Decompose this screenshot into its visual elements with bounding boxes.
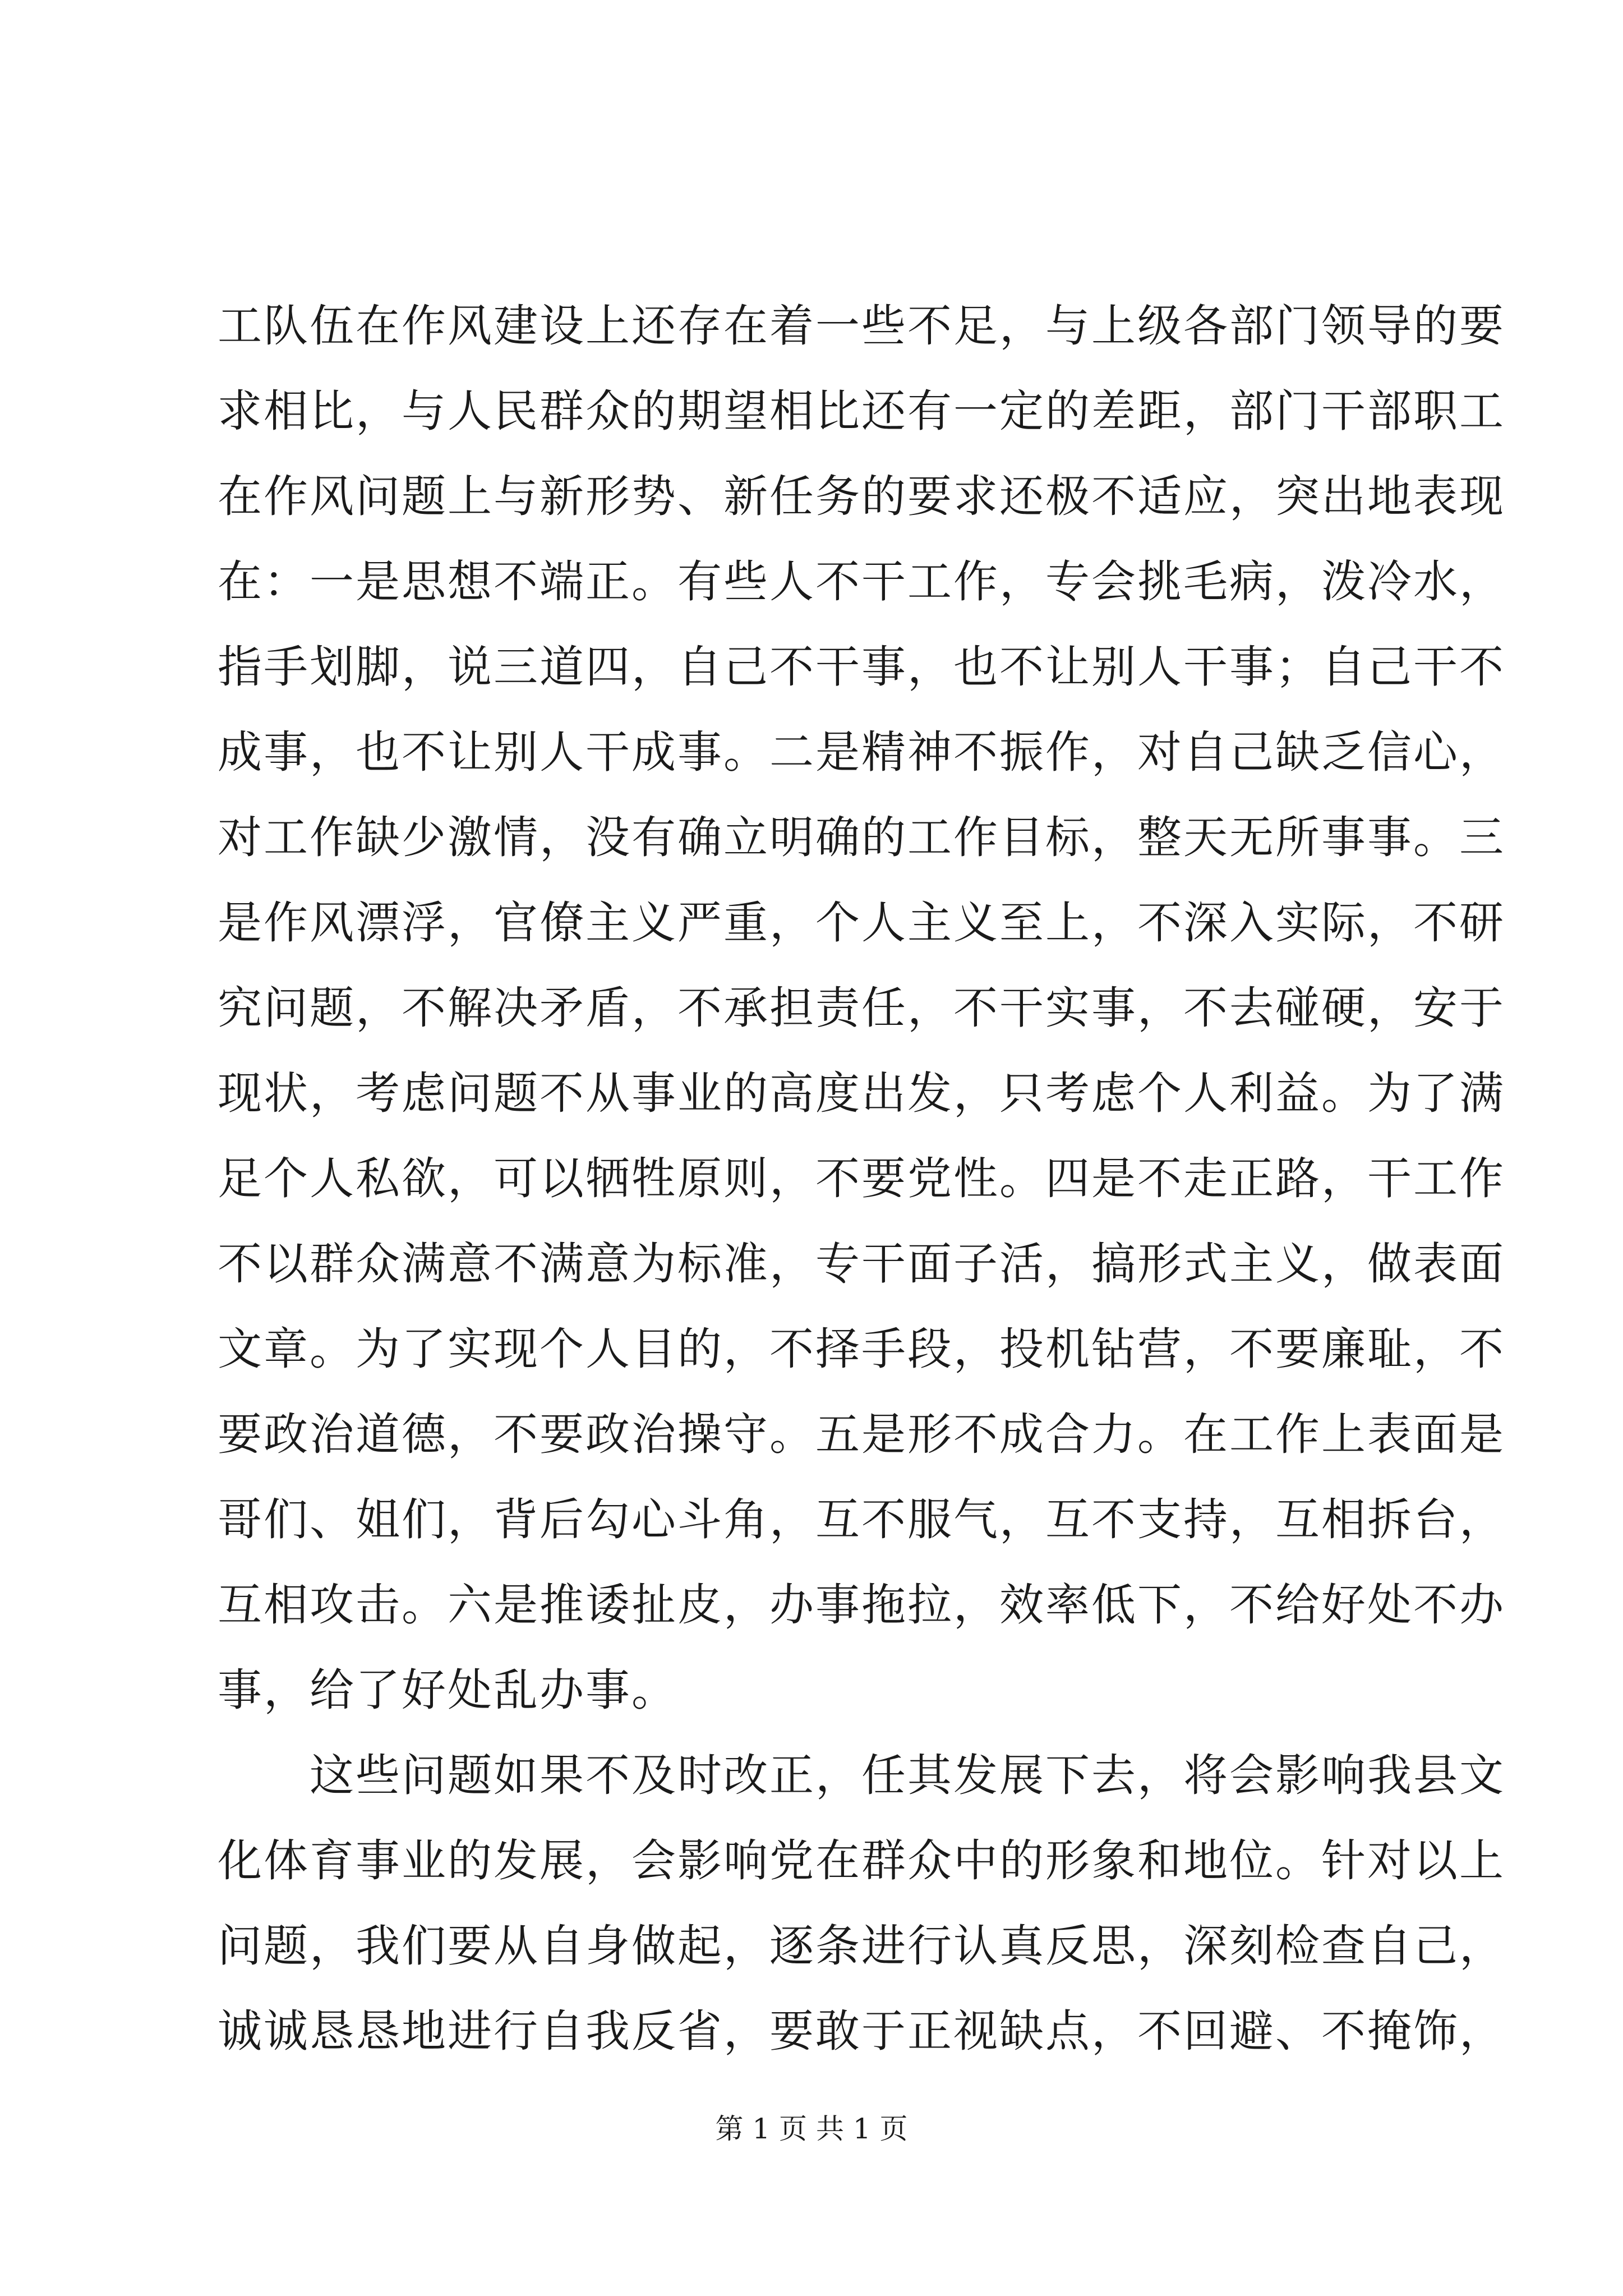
text-line: 问题，我们要从自身做起，逐条进行认真反思，深刻检查自己， [218,1920,1505,1972]
document-body [218,283,1505,2074]
text-line: 求相比，与人民群众的期望相比还有一定的差距，部门干部职工 [218,385,1505,437]
page-footer [0,2106,1623,2147]
text-line: 指手划脚，说三道四，自己不干事，也不让别人干事；自己干不 [218,641,1505,693]
text-line: 现状，考虑问题不从事业的高度出发，只考虑个人利益。为了满 [218,1068,1505,1119]
text-line: 成事，也不让别人干成事。二是精神不振作，对自己缺乏信心， [218,726,1505,778]
text-line: 诚诚恳恳地进行自我反省，要敢于正视缺点，不回避、不掩饰， [218,2005,1505,2057]
text-line: 互相攻击。六是推诿扯皮，办事拖拉，效率低下，不给好处不办 [218,1579,1505,1631]
text-line: 事，给了好处乱办事。 [218,1664,677,1716]
text-line: 在作风问题上与新形势、新任务的要求还极不适应，突出地表现 [218,471,1505,522]
page-number-label: 第 1 页 共 1 页 [715,2113,908,2145]
text-line: 要政治道德，不要政治操守。五是形不成合力。在工作上表面是 [218,1409,1505,1460]
text-line: 是作风漂浮，官僚主义严重，个人主义至上，不深入实际，不研 [218,897,1505,949]
text-line: 足个人私欲，可以牺牲原则，不要党性。四是不走正路，干工作 [218,1153,1505,1204]
text-line: 在：一是思想不端正。有些人不干工作，专会挑毛病，泼冷水， [218,556,1505,608]
text-line: 工队伍在作风建设上还存在着一些不足，与上级各部门领导的要 [218,300,1505,352]
text-line: 哥们、姐们，背后勾心斗角，互不服气，互不支持，互相拆台， [218,1494,1505,1545]
text-line: 化体育事业的发展，会影响党在群众中的形象和地位。针对以上 [218,1835,1505,1887]
text-line: 究问题，不解决矛盾，不承担责任，不干实事，不去碰硬，安于 [218,982,1505,1034]
text-line: 这些问题如果不及时改正，任其发展下去，将会影响我县文 [218,1750,1505,1801]
text-line: 不以群众满意不满意为标准，专干面子活，搞形式主义，做表面 [218,1238,1505,1290]
text-line: 对工作缺少激情，没有确立明确的工作目标，整天无所事事。三 [218,812,1505,863]
text-line: 文章。为了实现个人目的，不择手段，投机钻营，不要廉耻，不 [218,1323,1505,1375]
